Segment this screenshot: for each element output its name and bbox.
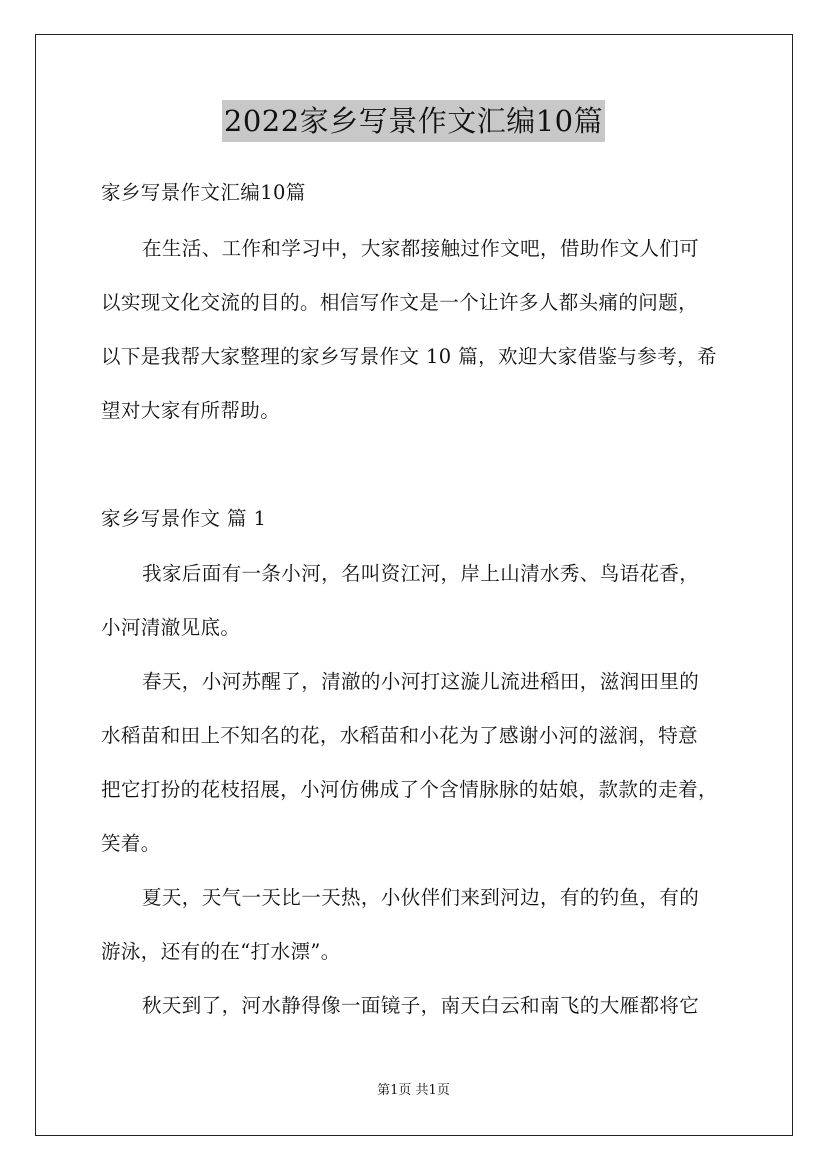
intro-line: 在生活、工作和学习中，大家都接触过作文吧，借助作文人们可 [142, 237, 700, 260]
body-line: 水稻苗和田上不知名的花，水稻苗和小花为了感谢小河的滋润，特意 [101, 724, 699, 747]
title-container [0, 100, 827, 142]
body-line: 秋天到了，河水静得像一面镜子，南天白云和南飞的大雁都将它 [142, 994, 700, 1017]
body-line: 游泳，还有的在“打水漂”。 [101, 940, 341, 963]
intro-line: 以实现文化交流的目的。相信写作文是一个让许多人都头痛的问题， [101, 291, 699, 314]
body-line: 笑着。 [101, 832, 161, 855]
page-number: 第1页 共1页 [377, 1083, 450, 1098]
body-line: 把它打扮的花枝招展，小河仿佛成了个含情脉脉的姑娘，款款的走着， [101, 778, 718, 801]
body-line: 夏天，天气一天比一天热，小伙伴们来到河边，有的钓鱼，有的 [142, 886, 700, 909]
body-line: 我家后面有一条小河，名叫资江河，岸上山清水秀、鸟语花香， [142, 562, 700, 585]
subtitle: 家乡写景作文汇编10篇 [101, 181, 306, 204]
body-line: 小河清澈见底。 [101, 616, 241, 639]
intro-line: 以下是我帮大家整理的家乡写景作文 10 篇，欢迎大家借鉴与参考，希 [101, 345, 717, 368]
intro-line: 望对大家有所帮助。 [101, 399, 281, 422]
section-heading: 家乡写景作文 篇 1 [101, 507, 267, 530]
body-line: 春天，小河苏醒了，清澈的小河打这漩儿流进稻田，滋润田里的 [142, 670, 700, 693]
document-title: 2022家乡写景作文汇编10篇 [222, 100, 605, 142]
